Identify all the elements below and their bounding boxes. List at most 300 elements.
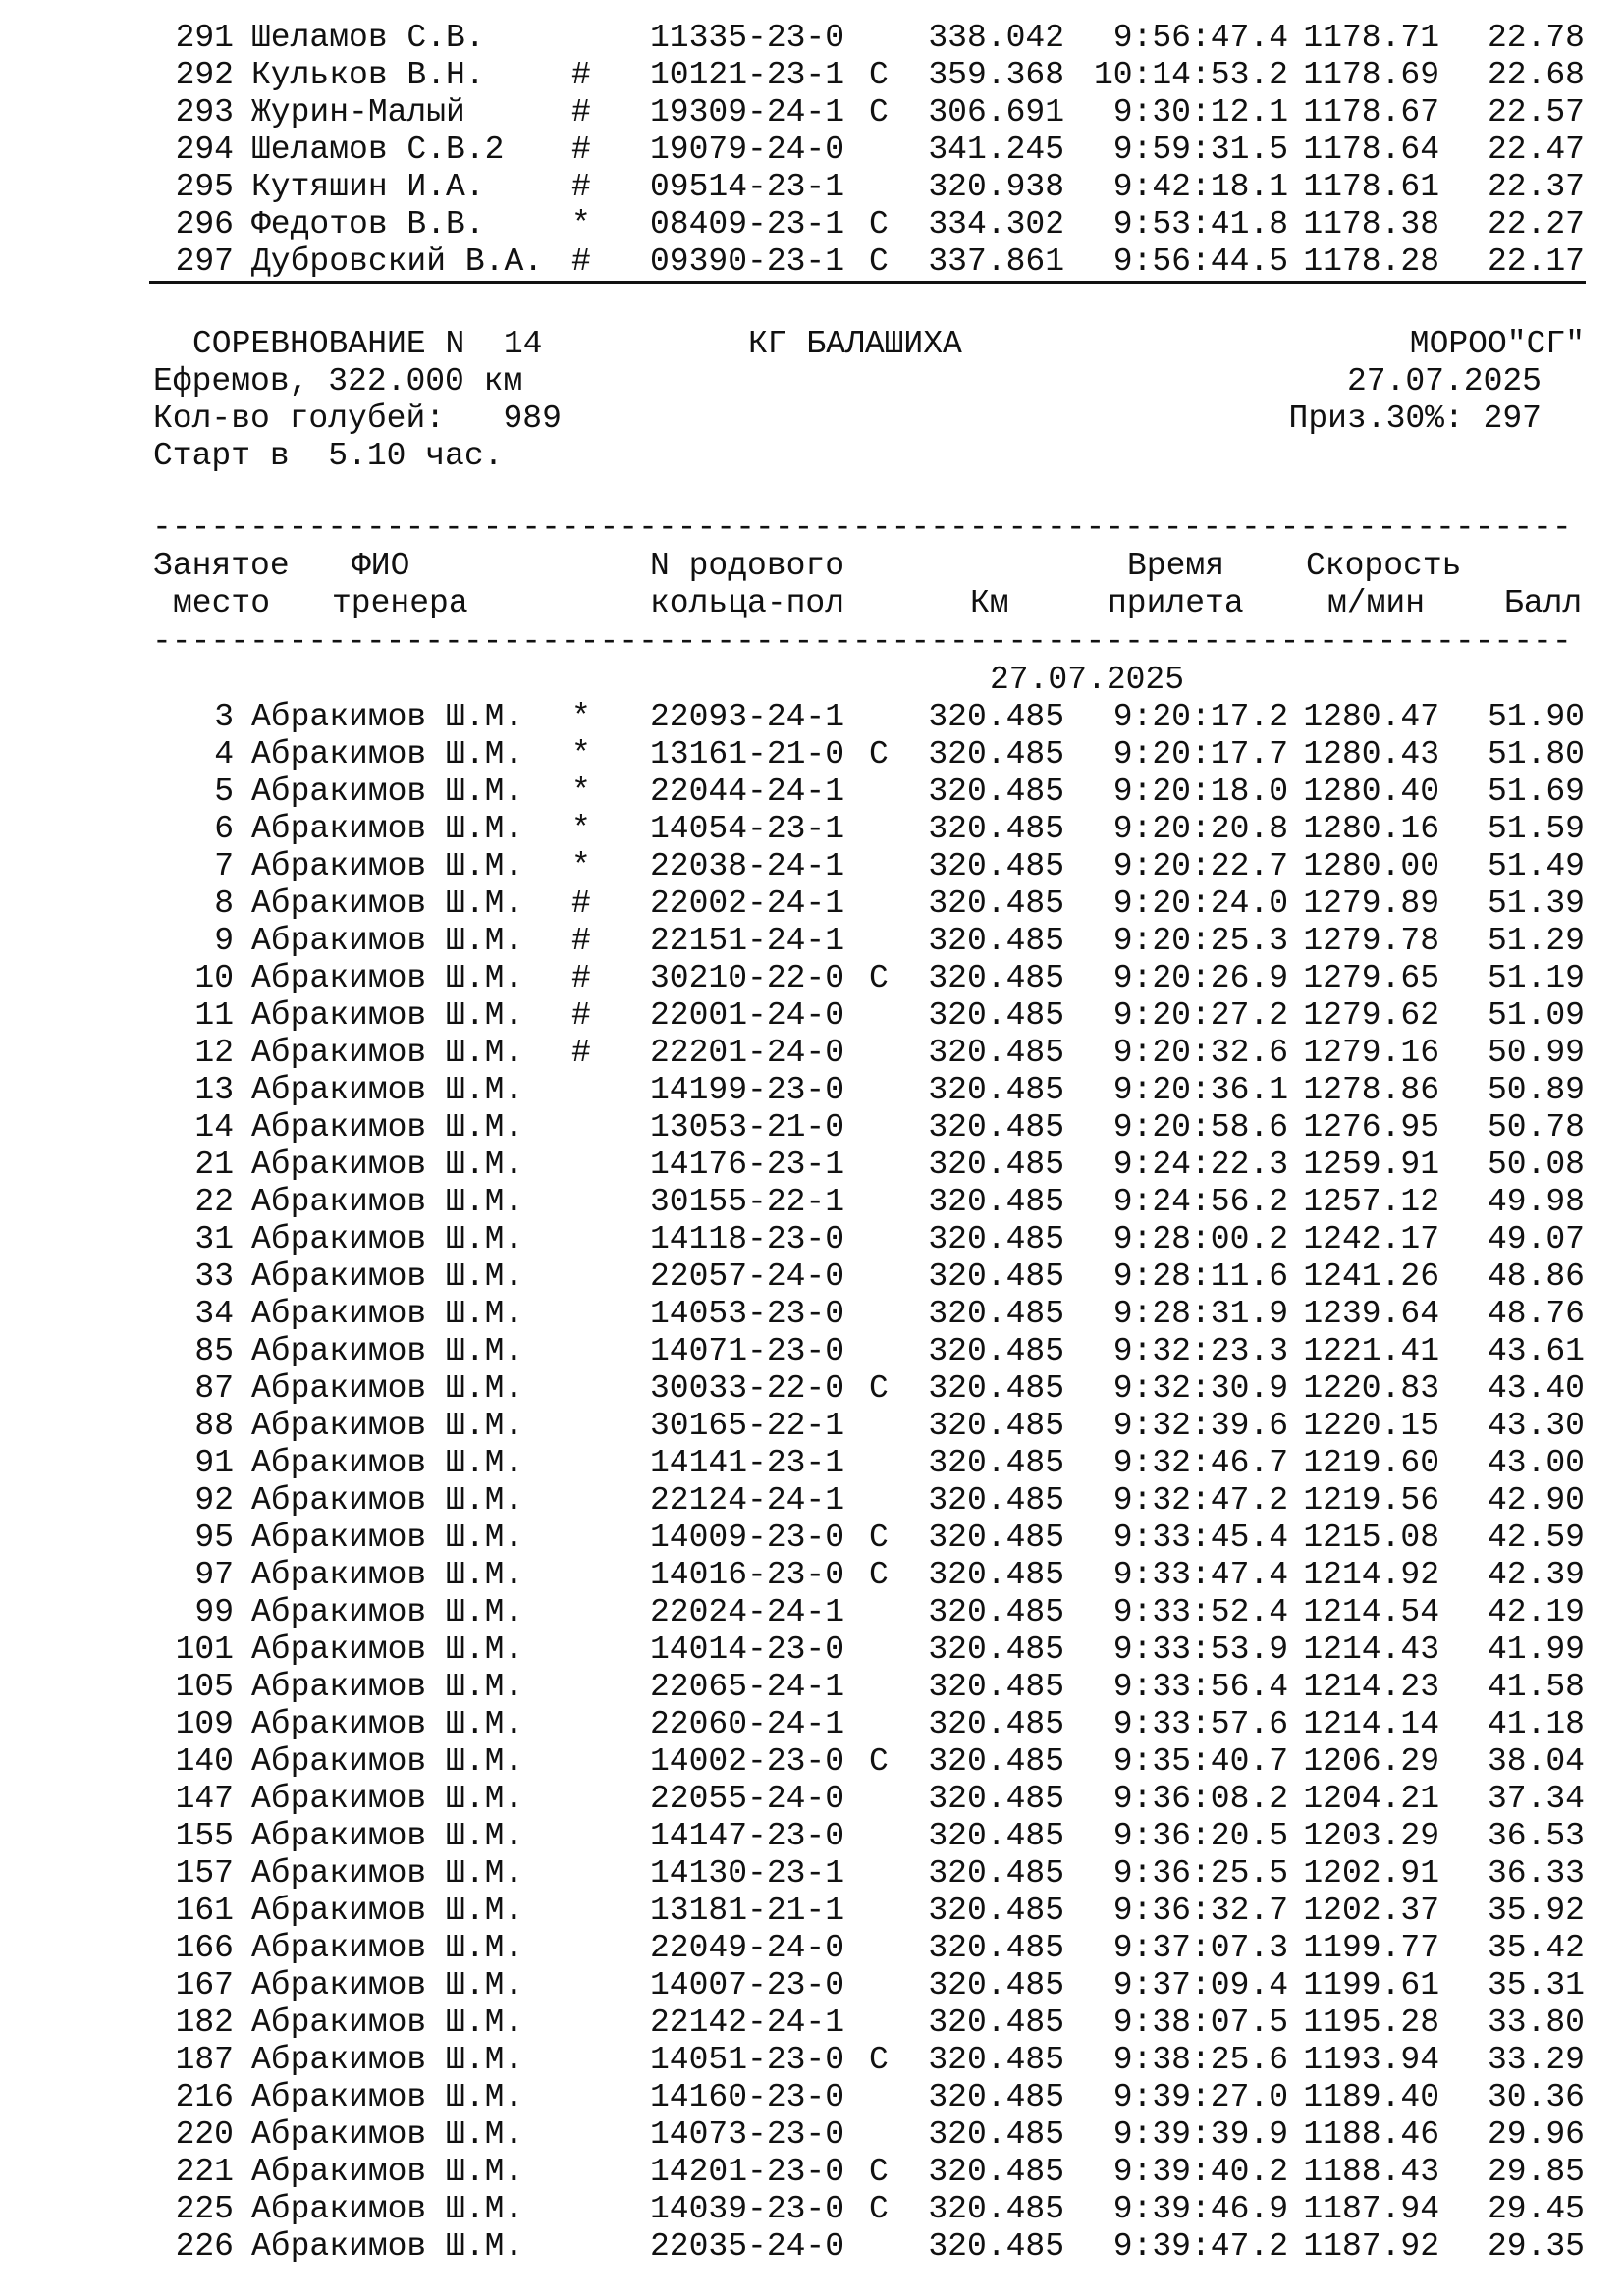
cell-trainer-name: Абракимов Ш.М. [251, 1743, 524, 1780]
table-row [0, 206, 1624, 243]
col-time-header: Время [1127, 548, 1225, 584]
cell-arrival-time: 9:24:56.2 [1112, 1184, 1288, 1220]
cell-speed: 1280.47 [1303, 699, 1439, 735]
cell-distance-km: 320.485 [928, 774, 1064, 810]
cell-color-flag: С [869, 57, 889, 93]
cell-distance-km: 320.485 [928, 1520, 1064, 1556]
cell-distance-km: 359.368 [928, 57, 1064, 93]
cell-ring-number: 14118-23-0 [650, 1221, 845, 1257]
cell-place: 6 [214, 811, 234, 847]
cell-distance-km: 320.485 [928, 1370, 1064, 1407]
cell-ring-number: 14147-23-0 [650, 1818, 845, 1854]
table-row [0, 923, 1624, 960]
cell-mark: * [571, 736, 591, 773]
cell-place: 295 [175, 169, 234, 205]
cell-arrival-time: 9:20:17.2 [1112, 699, 1288, 735]
table-row [0, 2042, 1624, 2079]
cell-speed: 1204.21 [1303, 1781, 1439, 1817]
cell-arrival-time: 9:20:25.3 [1112, 923, 1288, 959]
cell-score: 51.09 [1487, 997, 1585, 1034]
cell-arrival-time: 9:56:47.4 [1112, 20, 1288, 56]
cell-distance-km: 320.485 [928, 736, 1064, 773]
cell-arrival-time: 9:28:11.6 [1112, 1258, 1288, 1295]
cell-arrival-time: 9:20:32.6 [1112, 1035, 1288, 1071]
cell-ring-number: 22038-24-1 [650, 848, 845, 884]
cell-distance-km: 334.302 [928, 206, 1064, 242]
cell-color-flag: С [869, 2191, 889, 2227]
cell-arrival-time: 9:39:46.9 [1112, 2191, 1288, 2227]
cell-color-flag: С [869, 1743, 889, 1780]
cell-speed: 1279.62 [1303, 997, 1439, 1034]
cell-arrival-time: 9:20:17.7 [1112, 736, 1288, 773]
cell-trainer-name: Абракимов Ш.М. [251, 1855, 524, 1892]
cell-trainer-name: Абракимов Ш.М. [251, 923, 524, 959]
cell-speed: 1203.29 [1303, 1818, 1439, 1854]
section-date: 27.07.2025 [990, 662, 1185, 698]
section-divider [149, 281, 1586, 284]
table-row [0, 1967, 1624, 2004]
cell-score: 36.53 [1487, 1818, 1585, 1854]
cell-mark: # [571, 1035, 591, 1071]
cell-color-flag: С [869, 1520, 889, 1556]
table-row [0, 1781, 1624, 1818]
col-score-header: Балл [1504, 585, 1583, 621]
cell-place: 31 [194, 1221, 234, 1257]
cell-trainer-name: Абракимов Ш.М. [251, 1781, 524, 1817]
cell-trainer-name: Абракимов Ш.М. [251, 1408, 524, 1444]
cell-trainer-name: Абракимов Ш.М. [251, 1184, 524, 1220]
cell-speed: 1193.94 [1303, 2042, 1439, 2078]
table-row [0, 1743, 1624, 1781]
cell-speed: 1214.43 [1303, 1631, 1439, 1668]
cell-trainer-name: Шеламов С.В. [251, 20, 485, 56]
cell-color-flag: С [869, 960, 889, 996]
cell-score: 43.61 [1487, 1333, 1585, 1369]
col-place-header: Занятое [153, 548, 290, 584]
cell-arrival-time: 9:37:07.3 [1112, 1930, 1288, 1966]
cell-arrival-time: 9:33:45.4 [1112, 1520, 1288, 1556]
cell-score: 51.59 [1487, 811, 1585, 847]
cell-mark: # [571, 94, 591, 131]
cell-ring-number: 30033-22-0 [650, 1370, 845, 1407]
cell-speed: 1206.29 [1303, 1743, 1439, 1780]
cell-distance-km: 320.485 [928, 2004, 1064, 2041]
cell-arrival-time: 9:33:56.4 [1112, 1669, 1288, 1705]
cell-ring-number: 14199-23-0 [650, 1072, 845, 1108]
table-row [0, 132, 1624, 169]
cell-place: 157 [175, 1855, 234, 1892]
cell-arrival-time: 9:32:46.7 [1112, 1445, 1288, 1481]
cell-trainer-name: Федотов В.В. [251, 206, 485, 242]
cell-ring-number: 11335-23-0 [650, 20, 845, 56]
cell-distance-km: 320.485 [928, 2191, 1064, 2227]
cell-place: 187 [175, 2042, 234, 2078]
cell-arrival-time: 9:39:27.0 [1112, 2079, 1288, 2115]
cell-ring-number: 09514-23-1 [650, 169, 845, 205]
cell-trainer-name: Абракимов Ш.М. [251, 1818, 524, 1854]
cell-place: 8 [214, 885, 234, 922]
cell-trainer-name: Абракимов Ш.М. [251, 1035, 524, 1071]
cell-ring-number: 13161-21-0 [650, 736, 845, 773]
table-row [0, 997, 1624, 1035]
cell-distance-km: 320.485 [928, 1818, 1064, 1854]
cell-place: 7 [214, 848, 234, 884]
cell-distance-km: 320.485 [928, 1408, 1064, 1444]
cell-place: 91 [194, 1445, 234, 1481]
cell-score: 38.04 [1487, 1743, 1585, 1780]
cell-arrival-time: 9:24:22.3 [1112, 1147, 1288, 1183]
cell-ring-number: 14014-23-0 [650, 1631, 845, 1668]
cell-score: 51.90 [1487, 699, 1585, 735]
table-row [0, 94, 1624, 132]
cell-mark: * [571, 811, 591, 847]
cell-arrival-time: 9:38:25.6 [1112, 2042, 1288, 2078]
cell-arrival-time: 9:32:23.3 [1112, 1333, 1288, 1369]
cell-speed: 1214.92 [1303, 1557, 1439, 1593]
table-row [0, 1258, 1624, 1296]
cell-score: 29.96 [1487, 2116, 1585, 2153]
cell-trainer-name: Абракимов Ш.М. [251, 1333, 524, 1369]
cell-arrival-time: 9:36:20.5 [1112, 1818, 1288, 1854]
cell-trainer-name: Абракимов Ш.М. [251, 1482, 524, 1519]
cell-score: 30.36 [1487, 2079, 1585, 2115]
table-row [0, 774, 1624, 811]
table-row [0, 2191, 1624, 2228]
cell-distance-km: 320.485 [928, 1109, 1064, 1146]
cell-distance-km: 320.485 [928, 1445, 1064, 1481]
cell-place: 99 [194, 1594, 234, 1630]
cell-trainer-name: Абракимов Ш.М. [251, 1520, 524, 1556]
cell-ring-number: 14201-23-0 [650, 2154, 845, 2190]
cell-speed: 1178.69 [1303, 57, 1439, 93]
cell-ring-number: 22044-24-1 [650, 774, 845, 810]
cell-speed: 1241.26 [1303, 1258, 1439, 1295]
table-row [0, 885, 1624, 923]
cell-distance-km: 320.485 [928, 1594, 1064, 1630]
cell-arrival-time: 9:20:27.2 [1112, 997, 1288, 1034]
cell-trainer-name: Абракимов Ш.М. [251, 2154, 524, 2190]
cell-score: 22.47 [1487, 132, 1585, 168]
cell-place: 3 [214, 699, 234, 735]
cell-arrival-time: 9:53:41.8 [1112, 206, 1288, 242]
cell-speed: 1220.15 [1303, 1408, 1439, 1444]
cell-place: 167 [175, 1967, 234, 2003]
cell-trainer-name: Абракимов Ш.М. [251, 1370, 524, 1407]
cell-distance-km: 320.485 [928, 1930, 1064, 1966]
table-row [0, 57, 1624, 94]
col-ring-header-2: кольца-пол [650, 585, 845, 621]
table-row [0, 1706, 1624, 1743]
cell-place: 9 [214, 923, 234, 959]
cell-place: 216 [175, 2079, 234, 2115]
cell-speed: 1202.37 [1303, 1893, 1439, 1929]
cell-trainer-name: Абракимов Ш.М. [251, 1147, 524, 1183]
cell-score: 22.68 [1487, 57, 1585, 93]
cell-score: 35.42 [1487, 1930, 1585, 1966]
release-location: Ефремов, 322.000 км [153, 363, 523, 400]
col-name-header-2: тренера [332, 585, 468, 621]
cell-arrival-time: 9:39:47.2 [1112, 2228, 1288, 2265]
cell-ring-number: 22151-24-1 [650, 923, 845, 959]
table-row [0, 699, 1624, 736]
cell-score: 43.00 [1487, 1445, 1585, 1481]
cell-speed: 1280.00 [1303, 848, 1439, 884]
cell-place: 225 [175, 2191, 234, 2227]
cell-trainer-name: Абракимов Ш.М. [251, 1669, 524, 1705]
dashed-rule-bottom: ------------------------------------------------------------------------- [152, 623, 1572, 660]
cell-color-flag: С [869, 206, 889, 242]
cell-place: 105 [175, 1669, 234, 1705]
cell-trainer-name: Абракимов Ш.М. [251, 699, 524, 735]
cell-place: 88 [194, 1408, 234, 1444]
cell-arrival-time: 9:20:18.0 [1112, 774, 1288, 810]
cell-speed: 1188.46 [1303, 2116, 1439, 2153]
cell-distance-km: 320.485 [928, 1631, 1064, 1668]
cell-score: 43.30 [1487, 1408, 1585, 1444]
table-row [0, 1520, 1624, 1557]
col-time-header-2: прилета [1108, 585, 1244, 621]
cell-ring-number: 14073-23-0 [650, 2116, 845, 2153]
cell-place: 5 [214, 774, 234, 810]
cell-place: 95 [194, 1520, 234, 1556]
cell-score: 36.33 [1487, 1855, 1585, 1892]
cell-place: 87 [194, 1370, 234, 1407]
cell-color-flag: С [869, 2042, 889, 2078]
cell-place: 297 [175, 243, 234, 280]
cell-ring-number: 14002-23-0 [650, 1743, 845, 1780]
cell-distance-km: 338.042 [928, 20, 1064, 56]
cell-color-flag: С [869, 94, 889, 131]
cell-mark: # [571, 960, 591, 996]
cell-trainer-name: Абракимов Ш.М. [251, 1296, 524, 1332]
cell-arrival-time: 9:20:22.7 [1112, 848, 1288, 884]
cell-ring-number: 14009-23-0 [650, 1520, 845, 1556]
cell-arrival-time: 9:20:26.9 [1112, 960, 1288, 996]
cell-color-flag: С [869, 243, 889, 280]
cell-ring-number: 22055-24-0 [650, 1781, 845, 1817]
cell-ring-number: 22065-24-1 [650, 1669, 845, 1705]
cell-distance-km: 320.485 [928, 2154, 1064, 2190]
cell-trainer-name: Абракимов Ш.М. [251, 2228, 524, 2265]
cell-speed: 1187.92 [1303, 2228, 1439, 2265]
cell-speed: 1221.41 [1303, 1333, 1439, 1369]
cell-distance-km: 320.485 [928, 923, 1064, 959]
cell-speed: 1178.64 [1303, 132, 1439, 168]
cell-trainer-name: Абракимов Ш.М. [251, 1445, 524, 1481]
cell-trainer-name: Абракимов Ш.М. [251, 2191, 524, 2227]
cell-ring-number: 22057-24-0 [650, 1258, 845, 1295]
organization-name: МОРОО"СГ" [1409, 326, 1585, 362]
cell-trainer-name: Абракимов Ш.М. [251, 736, 524, 773]
cell-speed: 1189.40 [1303, 2079, 1439, 2115]
cell-trainer-name: Абракимов Ш.М. [251, 774, 524, 810]
cell-mark: # [571, 169, 591, 205]
cell-score: 22.17 [1487, 243, 1585, 280]
cell-place: 33 [194, 1258, 234, 1295]
col-name-header: ФИО [352, 548, 410, 584]
table-row [0, 243, 1624, 281]
cell-trainer-name: Журин-Малый [251, 94, 465, 131]
col-place-header-2: место [173, 585, 271, 621]
cell-place: 166 [175, 1930, 234, 1966]
cell-score: 50.89 [1487, 1072, 1585, 1108]
cell-speed: 1279.78 [1303, 923, 1439, 959]
cell-score: 42.19 [1487, 1594, 1585, 1630]
cell-speed: 1279.16 [1303, 1035, 1439, 1071]
cell-ring-number: 22201-24-0 [650, 1035, 845, 1071]
table-row [0, 1296, 1624, 1333]
cell-distance-km: 341.245 [928, 132, 1064, 168]
table-row [0, 736, 1624, 774]
cell-arrival-time: 9:20:24.0 [1112, 885, 1288, 922]
table-row [0, 1818, 1624, 1855]
cell-distance-km: 320.485 [928, 1855, 1064, 1892]
table-row [0, 1370, 1624, 1408]
cell-trainer-name: Абракимов Ш.М. [251, 885, 524, 922]
cell-arrival-time: 9:20:58.6 [1112, 1109, 1288, 1146]
col-ring-header: N родового [650, 548, 845, 584]
cell-speed: 1178.38 [1303, 206, 1439, 242]
cell-arrival-time: 9:30:12.1 [1112, 94, 1288, 131]
club-name: КГ БАЛАШИХА [748, 326, 962, 362]
cell-ring-number: 14051-23-0 [650, 2042, 845, 2078]
cell-trainer-name: Абракимов Ш.М. [251, 1258, 524, 1295]
cell-score: 29.35 [1487, 2228, 1585, 2265]
cell-ring-number: 13181-21-1 [650, 1893, 845, 1929]
table-row [0, 2116, 1624, 2154]
cell-mark: # [571, 132, 591, 168]
cell-score: 41.18 [1487, 1706, 1585, 1742]
cell-score: 49.98 [1487, 1184, 1585, 1220]
cell-speed: 1214.54 [1303, 1594, 1439, 1630]
table-row [0, 848, 1624, 885]
cell-speed: 1220.83 [1303, 1370, 1439, 1407]
cell-trainer-name: Абракимов Ш.М. [251, 1594, 524, 1630]
cell-score: 37.34 [1487, 1781, 1585, 1817]
table-row [0, 1669, 1624, 1706]
cell-place: 4 [214, 736, 234, 773]
cell-arrival-time: 9:20:20.8 [1112, 811, 1288, 847]
cell-speed: 1178.71 [1303, 20, 1439, 56]
cell-mark: * [571, 206, 591, 242]
dashed-rule-top: ------------------------------------------------------------------------- [152, 509, 1572, 546]
cell-ring-number: 14071-23-0 [650, 1333, 845, 1369]
cell-ring-number: 14054-23-1 [650, 811, 845, 847]
cell-place: 220 [175, 2116, 234, 2153]
cell-arrival-time: 9:37:09.4 [1112, 1967, 1288, 2003]
cell-place: 147 [175, 1781, 234, 1817]
cell-trainer-name: Абракимов Ш.М. [251, 1893, 524, 1929]
cell-trainer-name: Абракимов Ш.М. [251, 997, 524, 1034]
cell-distance-km: 320.485 [928, 1781, 1064, 1817]
cell-trainer-name: Абракимов Ш.М. [251, 1706, 524, 1742]
cell-place: 21 [194, 1147, 234, 1183]
cell-place: 92 [194, 1482, 234, 1519]
cell-trainer-name: Кульков В.Н. [251, 57, 485, 93]
cell-arrival-time: 9:33:53.9 [1112, 1631, 1288, 1668]
cell-speed: 1242.17 [1303, 1221, 1439, 1257]
cell-color-flag: С [869, 1370, 889, 1407]
cell-speed: 1239.64 [1303, 1296, 1439, 1332]
cell-color-flag: С [869, 736, 889, 773]
cell-trainer-name: Абракимов Ш.М. [251, 1631, 524, 1668]
table-row [0, 1408, 1624, 1445]
cell-color-flag: С [869, 2154, 889, 2190]
cell-distance-km: 320.485 [928, 2116, 1064, 2153]
cell-distance-km: 320.485 [928, 848, 1064, 884]
cell-speed: 1259.91 [1303, 1147, 1439, 1183]
cell-arrival-time: 9:39:40.2 [1112, 2154, 1288, 2190]
cell-score: 29.85 [1487, 2154, 1585, 2190]
cell-distance-km: 337.861 [928, 243, 1064, 280]
table-row [0, 1893, 1624, 1930]
cell-speed: 1215.08 [1303, 1520, 1439, 1556]
table-row [0, 1035, 1624, 1072]
cell-distance-km: 320.485 [928, 1482, 1064, 1519]
cell-place: 140 [175, 1743, 234, 1780]
cell-distance-km: 320.485 [928, 1743, 1064, 1780]
cell-trainer-name: Абракимов Ш.М. [251, 848, 524, 884]
cell-ring-number: 30210-22-0 [650, 960, 845, 996]
table-row [0, 1482, 1624, 1520]
cell-place: 13 [194, 1072, 234, 1108]
cell-score: 22.57 [1487, 94, 1585, 131]
table-row [0, 20, 1624, 57]
cell-speed: 1187.94 [1303, 2191, 1439, 2227]
cell-place: 22 [194, 1184, 234, 1220]
table-row [0, 960, 1624, 997]
cell-distance-km: 320.485 [928, 1706, 1064, 1742]
cell-trainer-name: Абракимов Ш.М. [251, 1557, 524, 1593]
cell-place: 14 [194, 1109, 234, 1146]
cell-color-flag: С [869, 1557, 889, 1593]
cell-place: 293 [175, 94, 234, 131]
cell-place: 34 [194, 1296, 234, 1332]
cell-trainer-name: Кутяшин И.А. [251, 169, 485, 205]
cell-arrival-time: 9:33:57.6 [1112, 1706, 1288, 1742]
cell-distance-km: 320.485 [928, 1296, 1064, 1332]
cell-mark: # [571, 923, 591, 959]
cell-place: 85 [194, 1333, 234, 1369]
cell-ring-number: 30165-22-1 [650, 1408, 845, 1444]
cell-speed: 1279.65 [1303, 960, 1439, 996]
cell-speed: 1178.61 [1303, 169, 1439, 205]
table-row [0, 1930, 1624, 1967]
cell-trainer-name: Абракимов Ш.М. [251, 1109, 524, 1146]
cell-trainer-name: Абракимов Ш.М. [251, 2042, 524, 2078]
race-date: 27.07.2025 [1346, 363, 1542, 400]
table-row [0, 1557, 1624, 1594]
cell-distance-km: 320.485 [928, 1258, 1064, 1295]
cell-ring-number: 19309-24-1 [650, 94, 845, 131]
cell-arrival-time: 9:38:07.5 [1112, 2004, 1288, 2041]
cell-place: 294 [175, 132, 234, 168]
prize-count: Приз.30%: 297 [1288, 400, 1542, 437]
cell-place: 10 [194, 960, 234, 996]
cell-place: 109 [175, 1706, 234, 1742]
table-row [0, 1221, 1624, 1258]
cell-arrival-time: 9:20:36.1 [1112, 1072, 1288, 1108]
cell-speed: 1202.91 [1303, 1855, 1439, 1892]
table-row [0, 1594, 1624, 1631]
cell-ring-number: 22024-24-1 [650, 1594, 845, 1630]
cell-distance-km: 320.485 [928, 2228, 1064, 2265]
cell-speed: 1219.56 [1303, 1482, 1439, 1519]
cell-speed: 1219.60 [1303, 1445, 1439, 1481]
cell-score: 50.08 [1487, 1147, 1585, 1183]
cell-score: 42.59 [1487, 1520, 1585, 1556]
cell-score: 33.80 [1487, 2004, 1585, 2041]
